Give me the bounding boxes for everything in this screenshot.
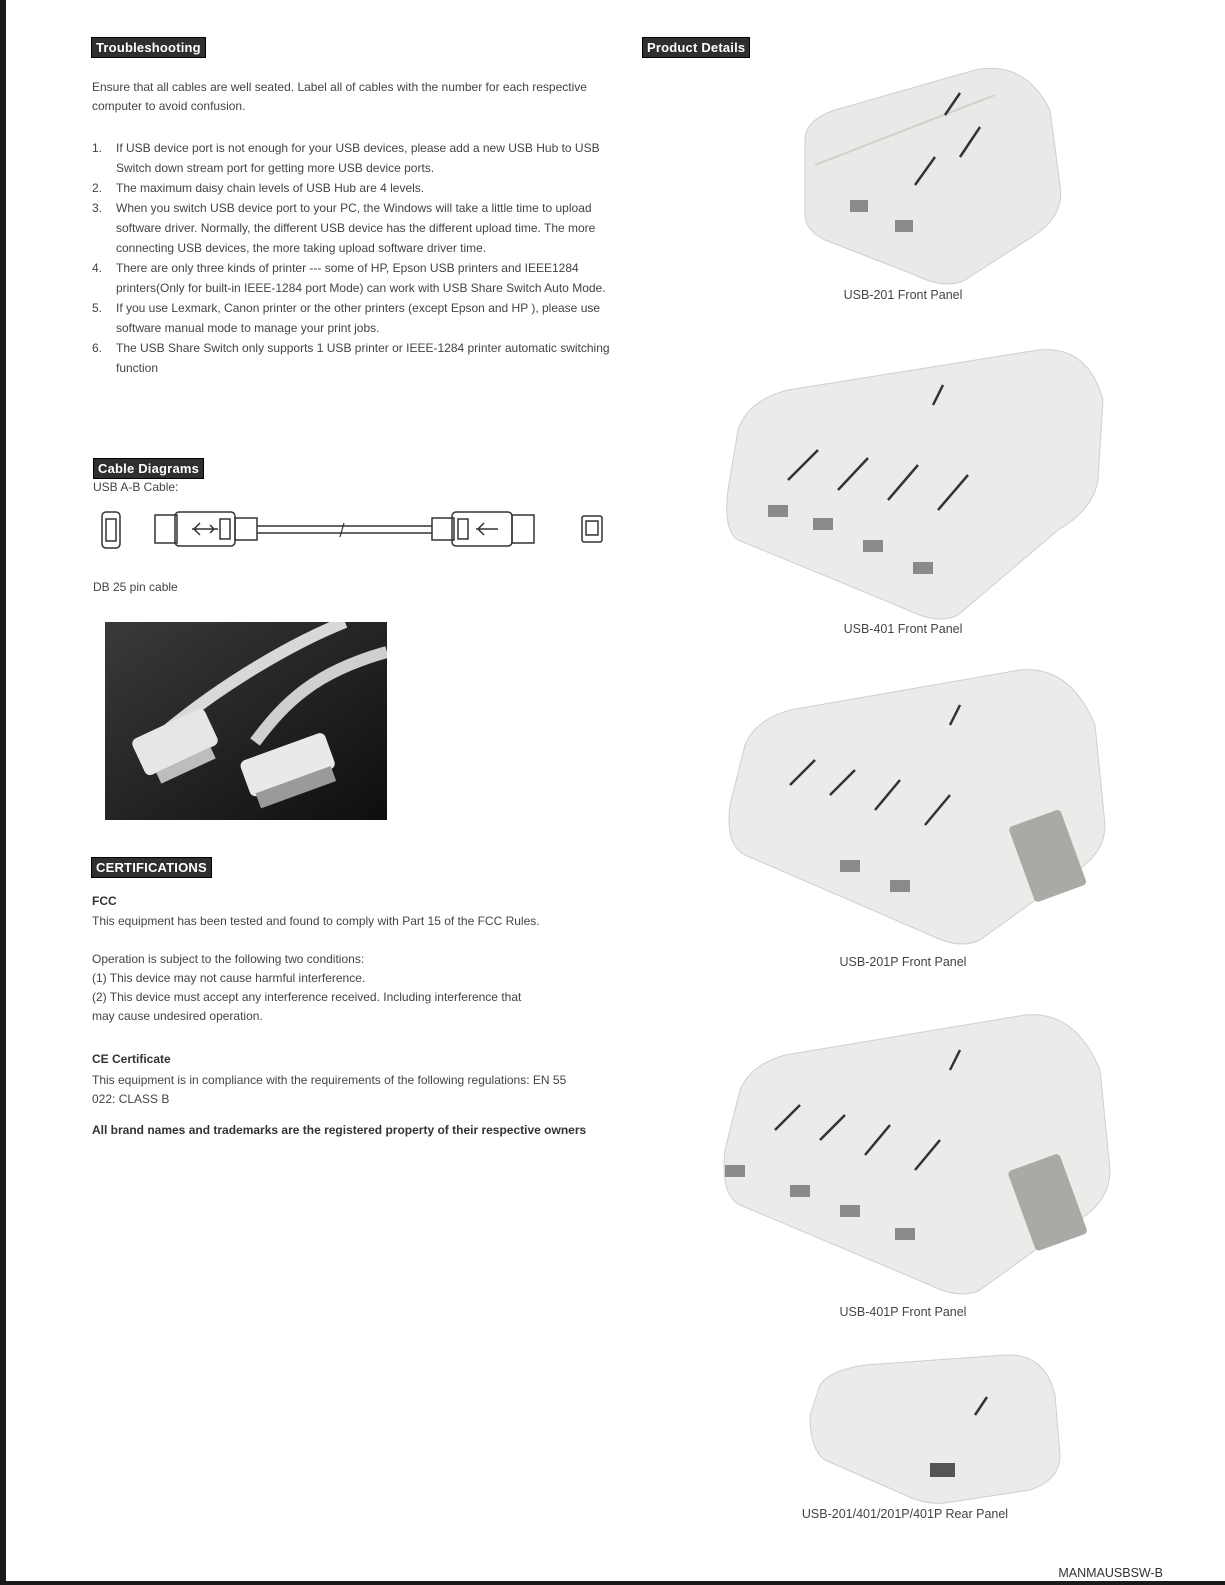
- troubleshooting-intro: Ensure that all cables are well seated. Label all of cables with the number for each respective computer to avoid confusion.: [92, 80, 587, 113]
- document-code: MANMAUSBSW-B: [1058, 1566, 1163, 1580]
- fcc-title: FCC: [92, 894, 117, 908]
- rear-panel-caption: USB-201/401/201P/401P Rear Panel: [801, 1507, 1009, 1521]
- usb-401p-caption: USB-401P Front Panel: [839, 1305, 967, 1319]
- ce-text: This equipment is in compliance with the requirements of the following regulations: EN 55 022: CLASS B: [92, 1073, 567, 1106]
- fcc-line1: This equipment has been tested and found to comply with Part 15 of the FCC Rules.: [92, 914, 540, 928]
- ce-title: CE Certificate: [92, 1052, 171, 1066]
- usb-b-plug-icon: [432, 512, 534, 546]
- usb-201p-front-device: [720, 665, 1110, 950]
- usb-ab-cable-diagram: [92, 506, 622, 556]
- db25-cable-photo: [105, 622, 387, 820]
- list-item: 3. When you switch USB device port to your PC, the Windows will take a little time to upload software driver. Normally, the different USB device has the different upload time. The more connecting USB devices, the more taking upload software driver time.: [92, 201, 596, 255]
- scan-left-edge: [0, 0, 6, 1585]
- fcc-condition-2: (2) This device must accept any interference received. Including interference that may cause undesired operation.: [92, 990, 522, 1023]
- list-item: 4. There are only three kinds of printer --- some of HP, Epson USB printers and IEEE1284 printers(Only for built-in IEEE-1284 port Mode) can work with USB Share Switch Auto Mode.: [92, 261, 606, 295]
- usb-a-end-icon: [102, 512, 120, 548]
- list-item: 6. The USB Share Switch only supports 1 USB printer or IEEE-1284 printer automatic switching function: [92, 341, 610, 375]
- list-item: 1. If USB device port is not enough for your USB devices, please add a new USB Hub to USB Switch down stream port for getting more USB device ports.: [92, 141, 600, 175]
- usb-401-caption: USB-401 Front Panel: [843, 622, 963, 636]
- troubleshooting-heading: Troubleshooting: [91, 37, 206, 58]
- db25-cable-label: DB 25 pin cable: [93, 580, 178, 594]
- certifications-heading: CERTIFICATIONS: [91, 857, 212, 878]
- cable-break-mark: [340, 523, 344, 537]
- fcc-line2: Operation is subject to the following two conditions:: [92, 952, 365, 966]
- usb-b-end-icon: [582, 516, 602, 542]
- list-item: 2. The maximum daisy chain levels of USB Hub are 4 levels.: [92, 181, 425, 195]
- usb-201p-caption: USB-201P Front Panel: [839, 955, 967, 969]
- usb-a-plug-icon: [155, 512, 257, 546]
- rear-panel-device: [805, 1345, 1065, 1505]
- fcc-condition-1: (1) This device may not cause harmful interference.: [92, 971, 366, 985]
- product-details-heading: Product Details: [642, 37, 750, 58]
- usb-cable-label: USB A-B Cable:: [93, 480, 179, 494]
- usb-201-front-device: [795, 65, 1075, 285]
- troubleshooting-list: [92, 138, 632, 378]
- scan-bottom-edge: [0, 1581, 1225, 1585]
- db25-cable-illustration: [105, 622, 387, 820]
- usb-401-front-device: [718, 340, 1113, 625]
- trademark-notice: All brand names and trademarks are the registered property of their respective owners: [92, 1123, 587, 1137]
- usb-401p-front-device: [715, 1010, 1115, 1300]
- list-item: 5. If you use Lexmark, Canon printer or the other printers (except Epson and HP ), please use software manual mode to manage your print jobs.: [92, 301, 601, 335]
- cable-diagrams-heading: Cable Diagrams: [93, 458, 204, 479]
- usb-201-caption: USB-201 Front Panel: [843, 288, 963, 302]
